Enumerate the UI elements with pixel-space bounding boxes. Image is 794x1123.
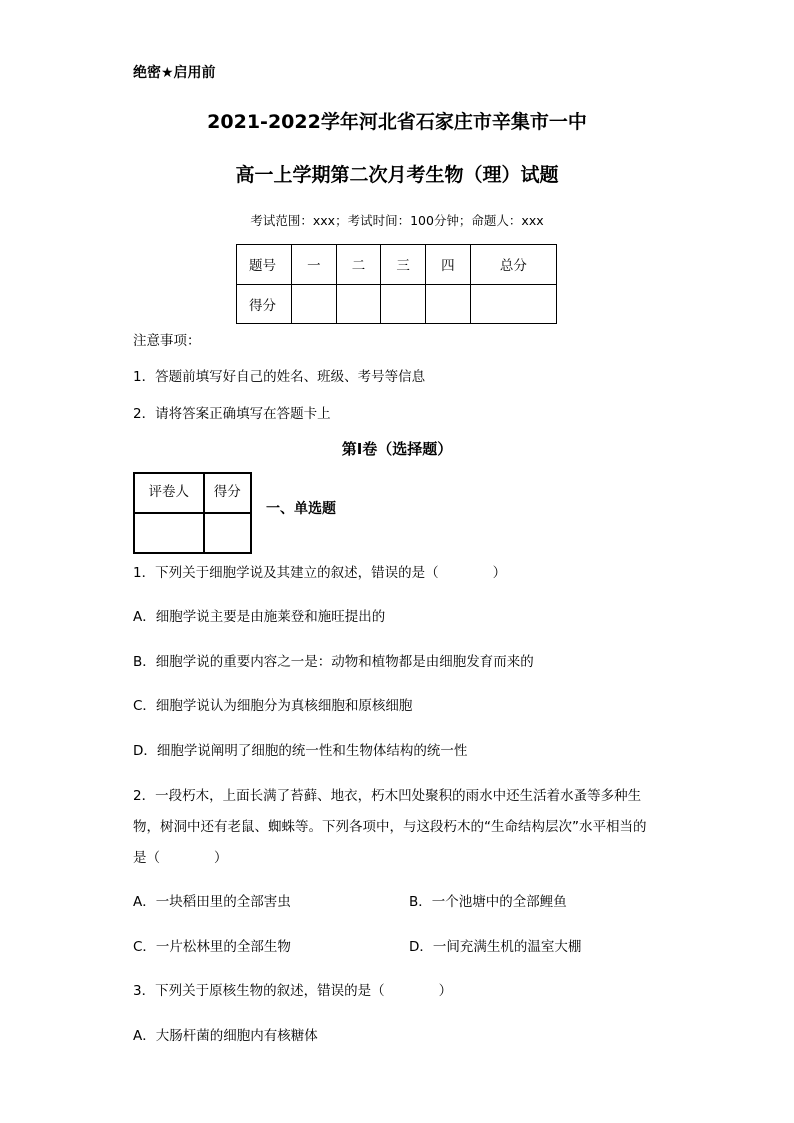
score-table-header-cell: 四: [426, 245, 471, 285]
grader-reviewer-cell[interactable]: [134, 513, 204, 553]
question-stem-line: 是（ ）: [133, 850, 228, 866]
grader-reviewer-label: 评卷人: [134, 473, 204, 513]
score-table-header-cell: 三: [381, 245, 426, 285]
grader-score-label: 得分: [204, 473, 251, 513]
question-option: A．大肠杆菌的细胞内有核糖体: [133, 1028, 318, 1044]
score-table: [236, 244, 557, 324]
score-table-score-row: [237, 284, 557, 324]
question-stem-line: 2．一段朽木，上面长满了苔藓、地衣，朽木凹处聚积的雨水中还生活着水蚤等多种生: [133, 788, 642, 804]
question-option: A．细胞学说主要是由施莱登和施旺提出的: [133, 609, 386, 625]
score-cell[interactable]: [426, 284, 471, 324]
score-cell[interactable]: [381, 284, 426, 324]
question-stem-line: 物，树洞中还有老鼠、蜘蛛等。下列各项中，与这段朽木的“生命结构层次”水平相当的: [133, 819, 647, 835]
secret-label: 绝密★启用前: [133, 65, 216, 81]
score-cell[interactable]: [470, 284, 556, 324]
note-item: 1．答题前填写好自己的姓名、班级、考号等信息: [133, 369, 426, 385]
question-option: B．一个池塘中的全部鲤鱼: [409, 894, 567, 910]
question-option: D．细胞学说阐明了细胞的统一性和生物体结构的统一性: [133, 743, 468, 759]
question-option: C．细胞学说认为细胞分为真核细胞和原核细胞: [133, 698, 413, 714]
score-row-label: 得分: [237, 284, 292, 324]
question-option: C．一片松林里的全部生物: [133, 939, 291, 955]
score-table-header-cell: 一: [292, 245, 337, 285]
exam-title-line1: 2021-2022学年河北省石家庄市辛集市一中: [207, 111, 587, 133]
question-option: B．细胞学说的重要内容之一是：动物和植物都是由细胞发育而来的: [133, 654, 534, 670]
exam-title-line2: 高一上学期第二次月考生物（理）试题: [235, 164, 559, 186]
score-table-header-cell: 总分: [470, 245, 556, 285]
grader-score-cell[interactable]: [204, 513, 251, 553]
question-stem: 3．下列关于原核生物的叙述，错误的是（ ）: [133, 983, 453, 999]
score-table-header-cell: 题号: [237, 245, 292, 285]
part-title: 一、单选题: [266, 501, 336, 517]
exam-info: 考试范围：xxx；考试时间：100分钟；命题人：xxx: [250, 213, 544, 228]
score-table-header-row: [237, 245, 557, 285]
question-option: D．一间充满生机的温室大棚: [409, 939, 582, 955]
score-table-header-cell: 二: [336, 245, 381, 285]
score-cell[interactable]: [292, 284, 337, 324]
question-stem: 1．下列关于细胞学说及其建立的叙述，错误的是（ ）: [133, 565, 507, 581]
question-option: A．一块稻田里的全部害虫: [133, 894, 291, 910]
section-title: 第I卷（选择题）: [341, 440, 453, 458]
grader-table: [133, 472, 252, 554]
note-item: 2．请将答案正确填写在答题卡上: [133, 406, 331, 422]
score-cell[interactable]: [336, 284, 381, 324]
notes-title: 注意事项：: [133, 333, 201, 349]
